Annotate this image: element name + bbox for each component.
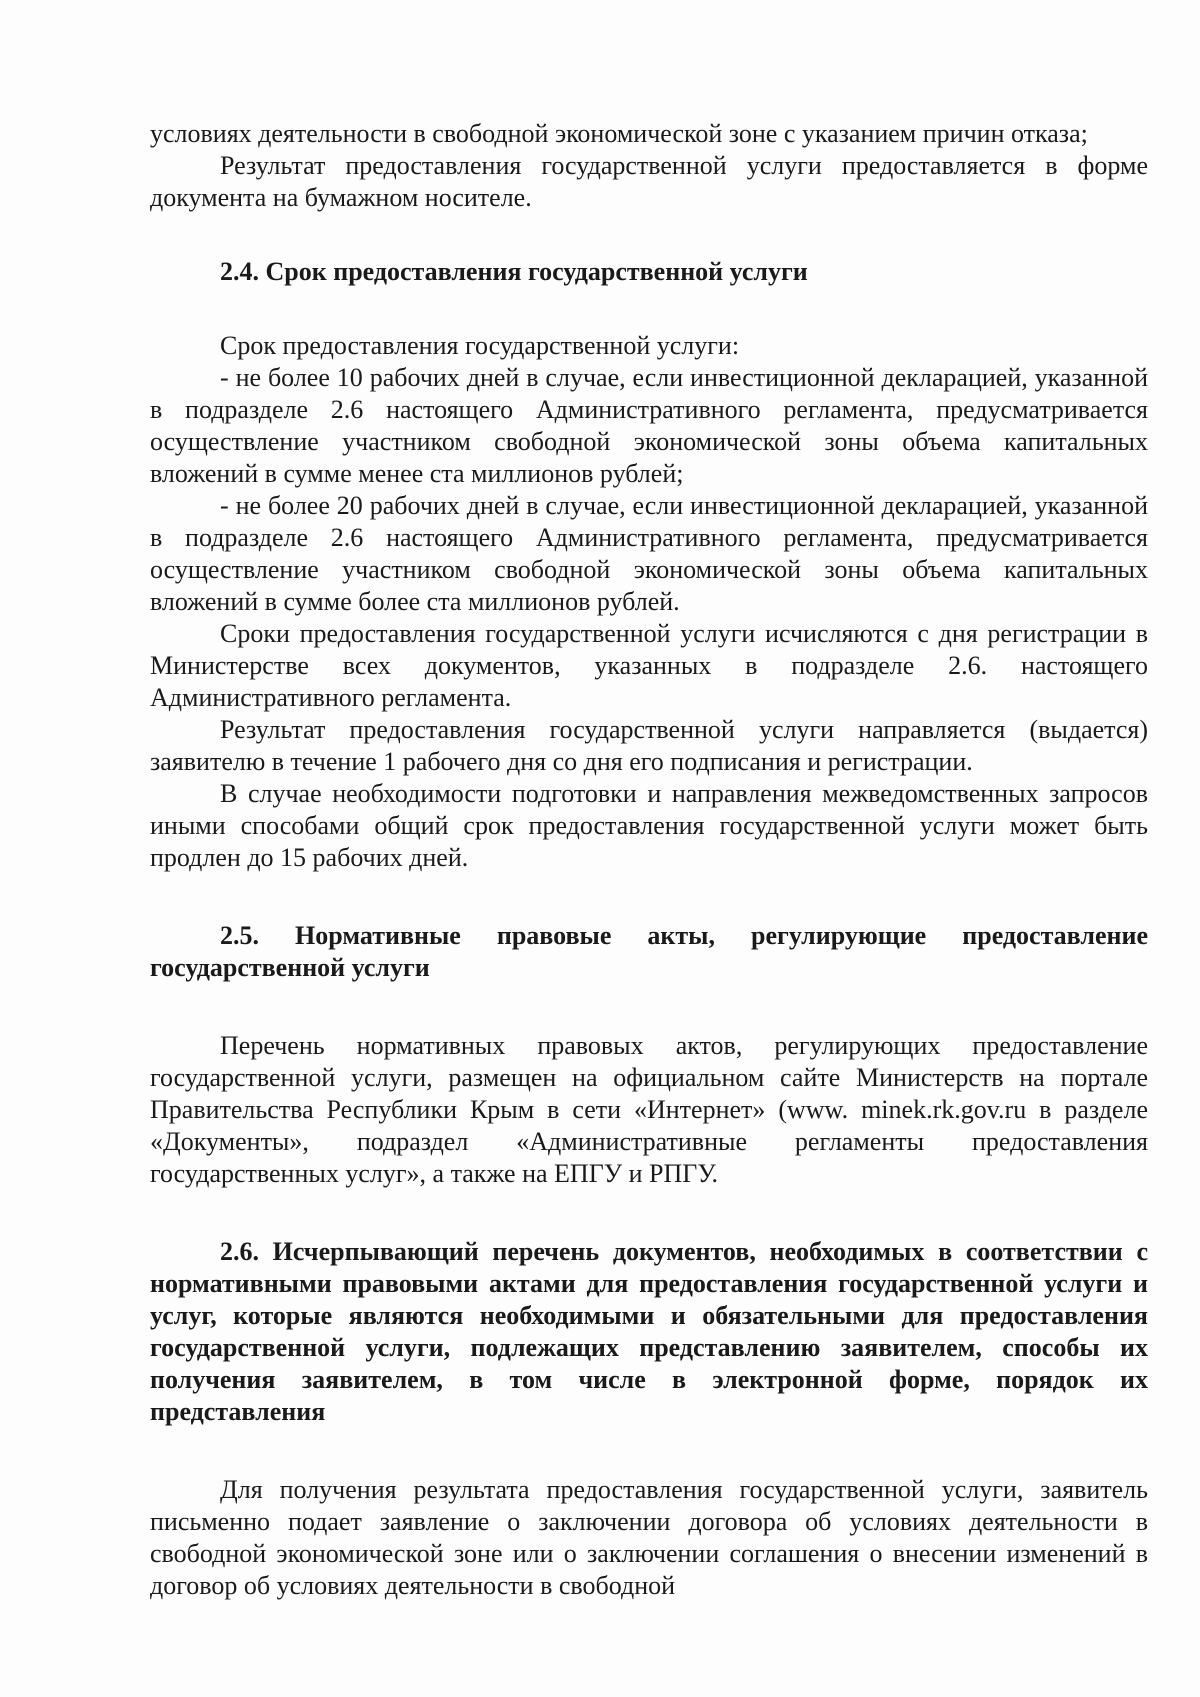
document-body <box>150 118 1148 1602</box>
intro-paragraph-2: Результат предоставления государственной услуги предоставляется в форме документа на бумажном носителе. <box>150 151 1148 212</box>
section-2-5-heading: 2.5. Нормативные правовые акты, регулирующие предоставление государственной услуги <box>150 921 1148 982</box>
section-2-4-paragraph-2: - не более 10 рабочих дней в случае, если инвестиционной декларацией, указанной в подразделе 2.6 настоящего Административного регламента, предусматривается осуществление участником свободной экономической зоны объема капитальных вложений в сумме менее ста миллионов рублей; <box>150 363 1148 488</box>
intro-paragraph-1: условиях деятельности в свободной экономической зоне с указанием причин отказа; <box>150 119 1088 148</box>
section-2-6-paragraph-1: Для получения результата предоставления государственной услуги, заявитель письменно подает заявление о заключении договора об условиях деятельности в свободной экономической зоне или о заключении соглашения о внесении изменений в договор об условиях деятельности в свободной <box>150 1475 1148 1600</box>
section-2-5-paragraph-1: Перечень нормативных правовых актов, регулирующих предоставление государственной услуги, размещен на официальном сайте Министерств на портале Правительства Республики Крым в сети «Интернет» (www. minek.rk.gov.ru в разделе «Документы», подраздел «Административные регламенты предоставления государственных услуг», а также на ЕПГУ и РПГУ. <box>150 1031 1148 1188</box>
section-2-4-paragraph-6: В случае необходимости подготовки и направления межведомственных запросов иными способами общий срок предоставления государственной услуги может быть продлен до 15 рабочих дней. <box>150 779 1148 872</box>
section-2-4-paragraph-5: Результат предоставления государственной услуги направляется (выдается) заявителю в течение 1 рабочего дня со дня его подписания и регистрации. <box>150 715 1148 776</box>
section-2-4-paragraph-3: - не более 20 рабочих дней в случае, если инвестиционной декларацией, указанной в подразделе 2.6 настоящего Административного регламента, предусматривается осуществление участником свободной экономической зоны объема капитальных вложений в сумме более ста миллионов рублей. <box>150 491 1148 616</box>
section-2-6-heading: 2.6. Исчерпывающий перечень документов, необходимых в соответствии с нормативными правовыми актами для предоставления государственной услуги и услуг, которые являются необходимыми и обязательными для предоставления государственной услуги, подлежащих представлению заявителем, способы их получения заявителем, в том числе в электронной форме, порядок их представления <box>150 1237 1148 1426</box>
section-2-4-paragraph-4: Сроки предоставления государственной услуги исчисляются с дня регистрации в Министерстве всех документов, указанных в подразделе 2.6. настоящего Административного регламента. <box>150 619 1148 712</box>
section-2-4-heading: 2.4. Срок предоставления государственной услуги <box>220 257 808 286</box>
section-2-4-paragraph-1: Срок предоставления государственной услуги: <box>220 331 740 360</box>
